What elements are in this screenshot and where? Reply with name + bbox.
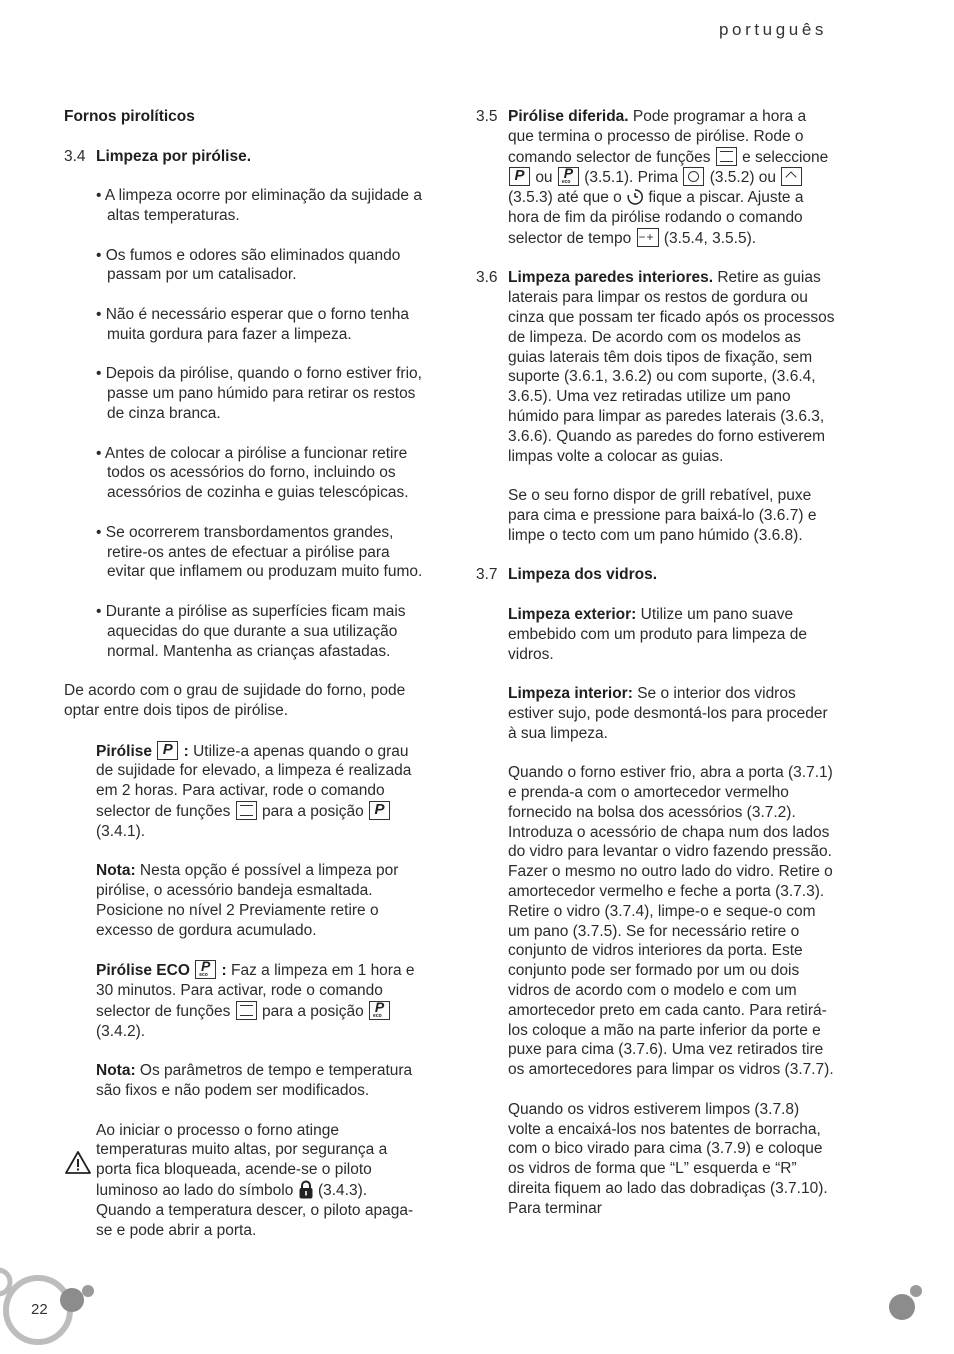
warning-paragraph: Ao iniciar o processo o forno atinge temperaturas muito altas, por segurança a porta fica bloqueada, acende-se o piloto luminoso ao lado do símbolo (3.4.3). Quando a temperatura descer, o piloto apaga-se e pode abrir a porta. (96, 1121, 414, 1239)
left-column (64, 107, 424, 1240)
pyrolysis-icon (369, 801, 390, 820)
bullet-item: • Antes de colocar a pirólise a funcionar retire todos os acessórios do forno, incluindo os acessórios de cozinha e guias telescópicas. (96, 444, 409, 502)
decorative-circles (0, 1260, 110, 1354)
pyrolysis-paragraph: Pirólise P : Utilize-a apenas quando o grau de sujidade for elevado, a limpeza é realizada em 2 horas. Para activar, rode o comando selector de funções para a posição P (3.4.1). (96, 741, 424, 842)
function-selector-icon (236, 801, 257, 820)
time-selector-icon (637, 228, 659, 247)
section-3-4-title: 3.4 Limpeza por pirólise. (64, 147, 252, 165)
bullet-item: • Se ocorrerem transbordamentos grandes, retire-os antes de efectuar a pirólise para evitar que inflamem ou produzam muito fumo. (96, 523, 423, 581)
right-column (476, 107, 836, 1219)
interior-cleaning-paragraph: Limpeza interior: Se o interior dos vidros estiver sujo, pode desmontá-los para proceder à sua limpeza. (508, 685, 828, 742)
pyrolysis-eco-icon (369, 1001, 390, 1020)
language-label: português (718, 20, 827, 39)
section-3-5: 3.5 Pirólise diferida. Pode programar a hora a que termina o processo de pirólise. Rode o comando selector de funções e seleccione P ou eco P (3.5.1). Prima (3.5.2) ou (3.5.3) até que o fique a piscar. Ajuste a hora de fim da pirólise rodando o comando selector de tempo −+ (3.5.4, 3.5.5). (476, 107, 836, 249)
clock-icon (683, 167, 704, 186)
bullet-item: • Durante a pirólise as superfícies ficam mais aquecidas do que durante a sua utilização normal. Mantenha as crianças afastadas. (96, 602, 406, 660)
pyrolysis-eco-paragraph: Pirólise ECO eco P : Faz a limpeza em 1 hora e 30 minutos. Para activar, rode o comando selector de funções para a posição eco P (3.4.2). (96, 960, 424, 1041)
decorative-dots (888, 1280, 924, 1324)
bullet-item: • Não é necessário esperar que o forno tenha muita gordura para fazer a limpeza. (96, 305, 410, 343)
up-arrow-icon (781, 167, 802, 186)
glass-removal-paragraph: Quando o forno estiver frio, abra a porta (3.7.1) e prenda-a com o amortecedor vermelho fornecido na bolsa dos acessórios (3.7.2). Introduza o acessório de chapa num dos lados do vidro para levantar o vidro fazendo pressão. Fazer o mesmo no outro lado do vidro. Retire o amortecedor vermelho e feche a porta (3.7.3). Retire o vidro (3.7.4), limpe-o e seque-o com um pano (3.7.5). Se for necessário retire o conjunto de vidros interiores da porta. Este conjunto pode ser formado por um ou dois vidros de acordo com o modelo e com um amortecedor preto em cada canto. Para retirá-los coloque a mão na parte inferior da porte e puxe para cima (3.7.6). Uma vez retirados tire os amortecedores para limpar os vidros (3.7.7). (508, 764, 834, 1079)
page-number: 22 (31, 1301, 48, 1318)
bullet-item: • Os fumos e odores são eliminados quando passam por um catalisador. (96, 246, 401, 284)
section-heading: Fornos pirolíticos (64, 108, 195, 125)
pyrolysis-eco-icon (558, 167, 579, 186)
warning-icon (64, 1150, 92, 1176)
section-3-6-paragraph: Se o seu forno dispor de grill rebatível, puxe para cima e pressione para baixá-lo (3.6.7) e limpe o tecto com um pano húmido (3.6.8). (508, 487, 817, 544)
bullet-item: • A limpeza ocorre por eliminação da sujidade a altas temperaturas. (96, 187, 422, 224)
function-selector-icon (236, 1001, 257, 1020)
section-3-6: 3.6 Limpeza paredes interiores. Retire as guias laterais para limpar os restos de gordura ou cinza que possam ter ficado após os processos de limpeza. De acordo com os modelos as guias laterais têm dois tipos de fixação, sem suporte (3.6.1, 3.6.2) ou com suporte, (3.6.4, 3.6.5). Uma vez retiradas utilize um pano húmido para limpar as paredes laterais (3.6.3, 3.6.6). Quando as paredes do forno estiverem limpas volte a colocar as guias. (476, 269, 835, 465)
bullet-item: • Depois da pirólise, quando o forno estiver frio, passe um pano húmido para retirar os restos de cinza branca. (96, 365, 422, 422)
end-time-icon (626, 188, 644, 206)
intro-paragraph: De acordo com o grau de sujidade do forno, pode optar entre dois tipos de pirólise. (64, 682, 406, 719)
note-paragraph: Nota: Nesta opção é possível a limpeza por pirólise, o acessório bandeja esmaltada. Posicione no nível 2 Previamente retire o excesso de gordura acumulado. (96, 862, 399, 939)
exterior-cleaning-paragraph: Limpeza exterior: Utilize um pano suave embebido com um produto para limpeza de vidros. (508, 605, 807, 663)
function-selector-icon (716, 147, 737, 166)
lock-icon (298, 1180, 314, 1199)
pyrolysis-icon (157, 741, 178, 760)
glass-refit-paragraph: Quando os vidros estiverem limpos (3.7.8) volte a encaixá-los nos batentes de borracha, com o bico virado para cima (3.7.9) e coloque os vidros de forma que “L” esquerda e “R” direita fiquem ao lado das dobradiças (3.7.10). Para terminar (508, 1100, 828, 1217)
pyrolysis-eco-icon (195, 960, 216, 979)
pyrolysis-icon (509, 167, 530, 186)
section-3-7-title: 3.7 Limpeza dos vidros. (476, 566, 658, 584)
note-paragraph: Nota: Os parâmetros de tempo e temperatura são fixos e não podem ser modificados. (96, 1062, 413, 1100)
